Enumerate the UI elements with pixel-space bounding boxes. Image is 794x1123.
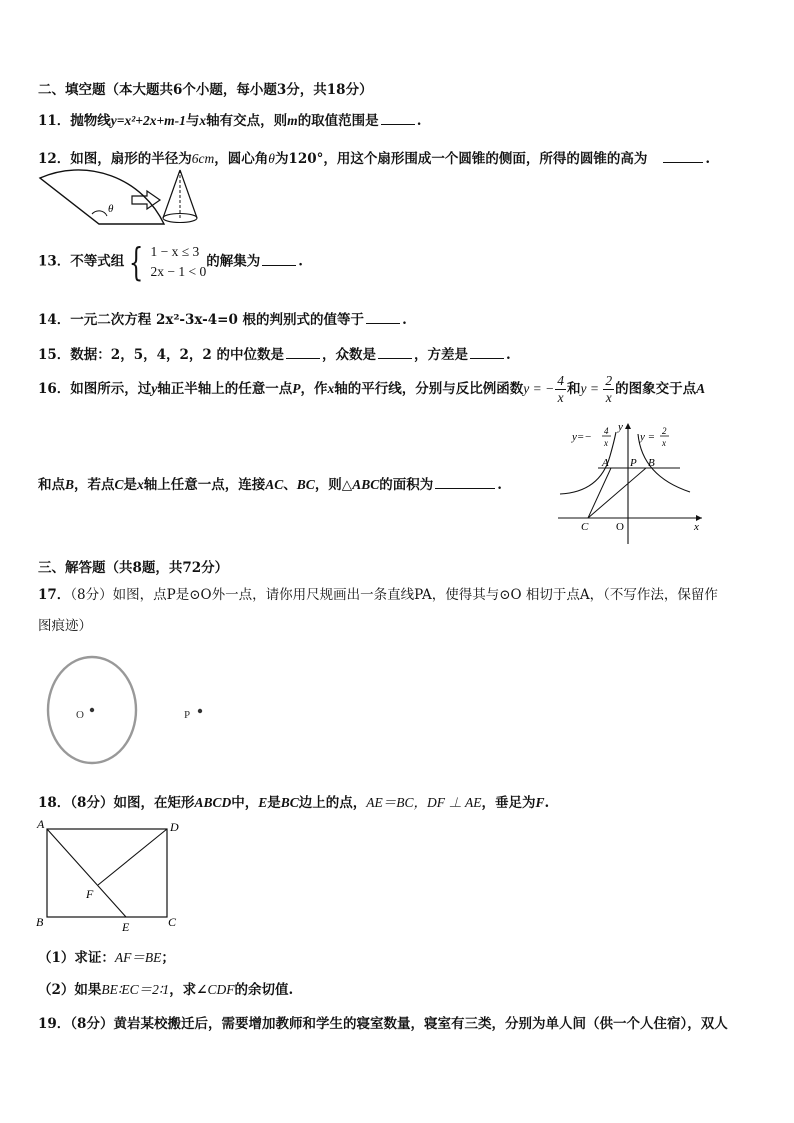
label-O: O [76, 709, 84, 721]
question-number: 19． [38, 1016, 71, 1032]
question-17-line2: 图痕迹） [38, 618, 92, 634]
question-number: 16． [38, 381, 71, 397]
center-dot [90, 708, 94, 712]
section-title-solutions: 三、解答题（共8题，共72分） [38, 560, 229, 576]
question-number: 13． [38, 253, 71, 270]
answer-blank[interactable] [366, 309, 400, 324]
label-y-axis: y [618, 421, 623, 433]
label-B: B [648, 457, 655, 469]
arrow-right-icon [132, 191, 160, 209]
question-13: 13．不等式组 { 1 − x ≤ 3 2x − 1 < 0 的解集为 . [38, 240, 303, 284]
answer-blank-mode[interactable] [378, 344, 412, 359]
fraction-2-over-x: $\frac{2}{x}$ [605, 373, 613, 405]
label-C: C [581, 521, 589, 533]
question-18: 18．（8分）如图，在矩形ABCD中，E是BC边上的点，AE＝BC，DF ⊥ AE，垂足为F. [38, 795, 550, 811]
question-19: 19．（8分）黄岩某校搬迁后，需要增加教师和学生的寝室数量，寝室有三类，分别为单人间（供一个人住宿），双人 [38, 1016, 728, 1032]
segment-DF [98, 829, 167, 885]
answer-blank[interactable] [663, 148, 703, 163]
cone-right-edge [180, 170, 197, 218]
label-curve-2: y = [640, 431, 656, 443]
answer-blank[interactable] [435, 474, 495, 489]
y-axis-arrow-icon [625, 423, 631, 429]
question-14: 14．一元二次方程 2x²-3x-4=0 根的判别式的值等于 . [38, 308, 407, 328]
segment-BC [588, 468, 646, 518]
label-P: P [184, 709, 191, 721]
label-x-axis: x [694, 521, 699, 533]
label-B: B [36, 915, 44, 929]
sector-cone-figure [36, 166, 206, 236]
question-number: 15． [38, 347, 71, 363]
rectangle-figure [34, 814, 184, 936]
hyperbola-graph [556, 420, 706, 548]
fraction-neg-4-over-x: $\frac{4}{x}$ [557, 373, 565, 405]
angle-arc [92, 211, 107, 216]
question-11: 11．抛物线y=x²+2x+m-1与x轴有交点，则m的取值范围是 . [38, 109, 421, 129]
question-number: 12． [38, 151, 71, 167]
segment-AC [588, 468, 611, 518]
question-number: 14． [38, 312, 71, 328]
label-F: F [86, 887, 94, 901]
svg-text:4: 4 [604, 426, 609, 436]
svg-text:x: x [662, 438, 666, 448]
section-title-fill-in: 二、填空题（本大题共6个小题，每小题3分，共18分） [38, 82, 373, 98]
label-A: A [602, 457, 609, 469]
question-12: 12．如图，扇形的半径为6cm，圆心角θ为120°，用这个扇形围成一个圆锥的侧面，所得的圆锥的高为 . [38, 147, 710, 167]
answer-blank-variance[interactable] [470, 344, 504, 359]
question-18-part1: （1）求证：AF＝BE； [38, 950, 175, 966]
answer-blank[interactable] [262, 251, 296, 266]
question-number: 18． [38, 795, 71, 811]
label-O: O [616, 521, 624, 533]
point-P-dot [198, 709, 202, 713]
sector-shape [40, 170, 164, 224]
label-E: E [122, 920, 130, 934]
question-15: 15．数据：2，5，4，2，2 的中位数是 ，众数是 ，方差是 . [38, 343, 511, 363]
svg-text:x: x [604, 438, 608, 448]
label-C: C [168, 915, 177, 929]
answer-blank-median[interactable] [286, 344, 320, 359]
math-expression: y=x²+2x+m-1 [110, 113, 186, 128]
label-curve-1: y=− [572, 431, 592, 443]
inequality-system: { 1 − x ≤ 3 2x − 1 < 0 [129, 240, 207, 284]
rectangle-ABCD [47, 829, 167, 917]
question-number: 11． [38, 113, 71, 129]
segment-AE [47, 829, 126, 917]
answer-blank[interactable] [381, 110, 415, 125]
question-number: 17． [38, 587, 71, 603]
question-16-line2: 和点B，若点C是x轴上任意一点，连接AC、BC，则△ABC的面积为 . [38, 473, 502, 493]
svg-text:2: 2 [662, 426, 667, 436]
theta-label: θ [108, 203, 114, 215]
label-P: P [630, 457, 637, 469]
label-D: D [170, 820, 179, 834]
question-18-part2: （2）如果BE∶EC＝2∶1，求∠CDF的余切值. [38, 982, 294, 998]
cone-left-edge [163, 170, 180, 218]
question-16-line1: 16．如图所示，过y轴正半轴上的任意一点P，作x轴的平行线，分别与反比例函数y = − $\frac{4}{x}$ 和y = $\frac{2}{x}$ 的图象交于点A [38, 373, 706, 405]
circle-and-point-figure [44, 652, 224, 770]
question-17: 17．（8分）如图，点P是⊙O外一点，请你用尺规画出一条直线PA，使得其与⊙O 相切于点A，（不写作法，保留作 [38, 587, 718, 603]
label-A: A [37, 817, 45, 831]
